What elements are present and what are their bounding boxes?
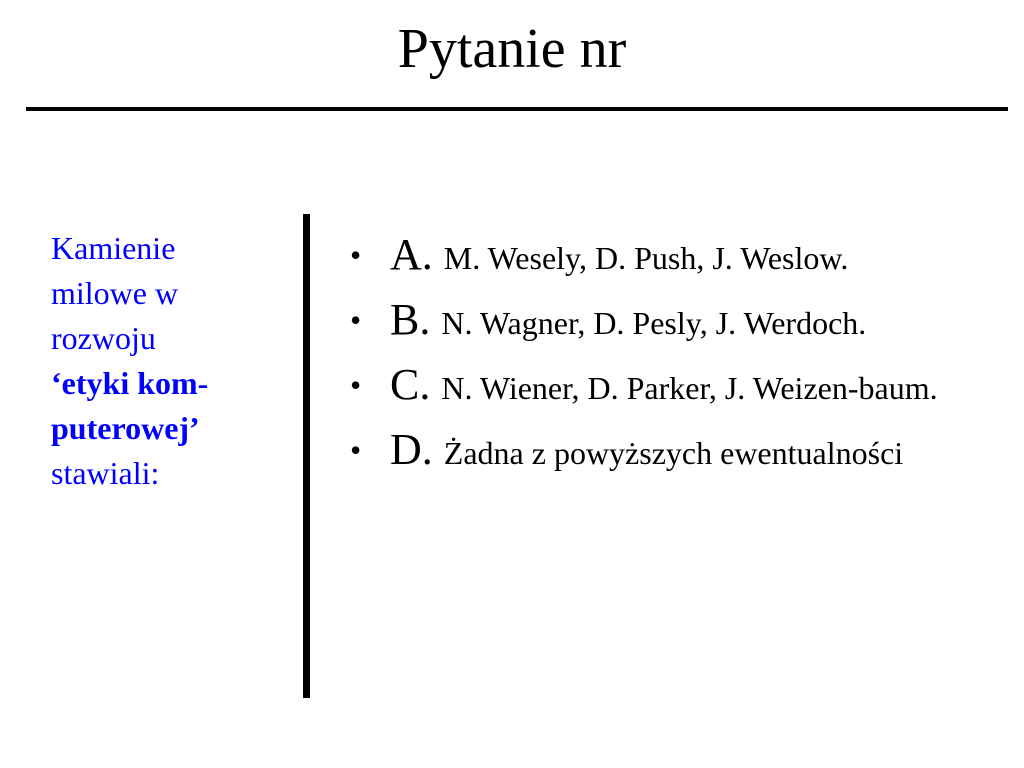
answer-text: N. Wagner, D. Pesly, J. Werdoch.: [441, 305, 867, 341]
question-emphasis-line: puterowej’: [51, 410, 200, 446]
answer-text: N. Wiener, D. Parker, J. Weizen-baum.: [441, 370, 938, 406]
bullet-icon: •: [350, 367, 362, 403]
question-text: [51, 226, 276, 496]
answer-letter: C.: [390, 360, 442, 409]
bullet-icon: •: [350, 302, 362, 338]
question-line: rozwoju: [51, 320, 156, 356]
bullet-icon: •: [350, 237, 362, 273]
answer-letter: A.: [390, 230, 444, 279]
answer-option-b: [350, 295, 1010, 344]
title-underline: [26, 107, 1008, 111]
question-line: Kamienie: [51, 230, 176, 266]
question-line: milowe w: [51, 275, 179, 311]
answer-option-d: [350, 425, 1010, 474]
answer-letter: B.: [390, 295, 442, 344]
slide-title: Pytanie nr: [397, 18, 627, 80]
question-line: stawiali:: [51, 455, 160, 491]
question-emphasis-line: ‘etyki kom-: [51, 365, 209, 401]
answer-list: [350, 230, 1010, 494]
answer-text: M. Wesely, D. Push, J. Weslow.: [443, 240, 849, 276]
answer-option-a: [350, 230, 1010, 279]
vertical-divider: [303, 214, 310, 698]
answer-option-c: [350, 360, 1010, 409]
answer-text: Żadna z powyższych ewentualności: [443, 435, 904, 471]
bullet-icon: •: [350, 432, 362, 468]
answer-letter: D.: [390, 425, 444, 474]
